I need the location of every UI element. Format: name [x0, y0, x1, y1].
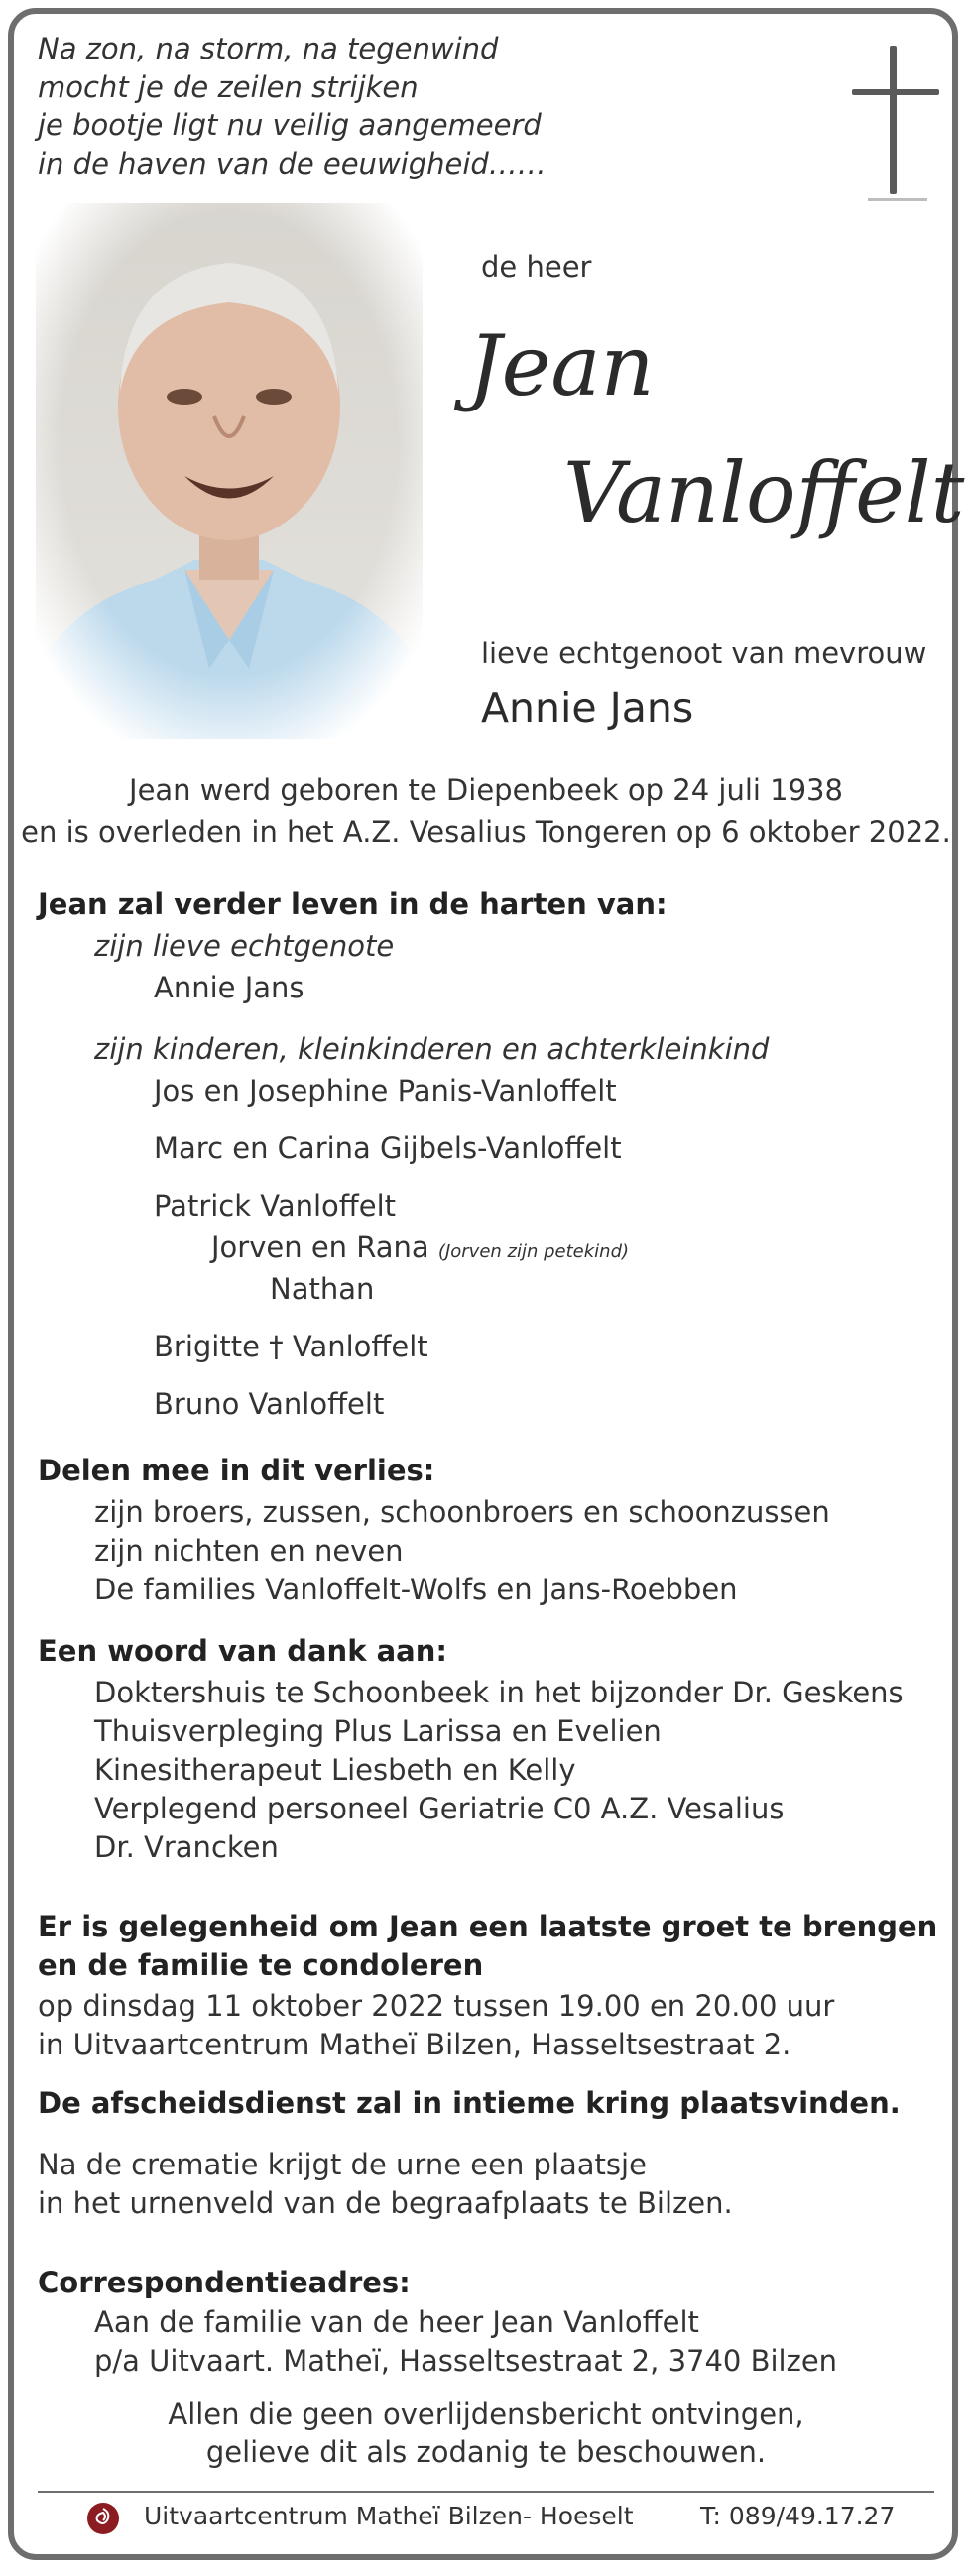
thanks-line: Doktershuis te Schoonbeek in het bijzonder Dr. Geskens	[94, 1676, 904, 1709]
footer-divider	[38, 2491, 934, 2493]
loss-heading: Delen mee in dit verlies:	[38, 1454, 435, 1487]
footer-phone: T: 089/49.17.27	[700, 2502, 896, 2530]
poem	[38, 30, 547, 182]
thanks-line: Dr. Vrancken	[94, 1830, 279, 1864]
family-heading: Jean zal verder leven in de harten van:	[38, 887, 668, 921]
rose-logo-icon	[85, 2501, 121, 2536]
thanks-heading: Een woord van dank aan:	[38, 1634, 447, 1668]
wife-label: zijn lieve echtgenote	[94, 929, 395, 963]
poem-line: Na zon, na storm, na tegenwind	[38, 32, 499, 65]
death-line: en is overleden in het A.Z. Vesalius Tongeren op 6 oktober 2022.	[21, 815, 951, 849]
correspondence-line: Aan de familie van de heer Jean Vanloffelt	[94, 2305, 699, 2339]
grandchildren-names: Jorven en Rana	[211, 1230, 429, 1264]
deceased-first-name: Jean	[468, 317, 655, 414]
godchild-note: (Jorven zijn petekind)	[437, 1241, 630, 1262]
spouse-label: lieve echtgenoot van mevrouw	[481, 637, 927, 670]
visit-heading: Er is gelegenheid om Jean een laatste groet te brengen	[38, 1910, 938, 1943]
cross-icon	[848, 40, 943, 210]
birth-line: Jean werd geboren te Diepenbeek op 24 juli 1938	[129, 773, 843, 807]
service-note: De afscheidsdienst zal in intieme kring plaatsvinden.	[38, 2086, 901, 2120]
great-grandchild-entry: Nathan	[270, 1272, 375, 1306]
thanks-line: Kinesitherapeut Liesbeth en Kelly	[94, 1753, 576, 1787]
spouse-name: Annie Jans	[481, 684, 694, 732]
poem-line: mocht je de zeilen strijken	[38, 69, 419, 104]
urn-line: in het urnenveld van de begraafplaats te Bilzen.	[38, 2186, 733, 2220]
visit-heading: en de familie te condoleren	[38, 1948, 484, 1982]
closing-line: gelieve dit als zodanig te beschouwen.	[205, 2435, 767, 2469]
child-entry: Bruno Vanloffelt	[154, 1387, 385, 1421]
poem-line: in de haven van de eeuwigheid……	[38, 146, 547, 180]
thanks-line: Verplegend personeel Geriatrie C0 A.Z. Vesalius	[94, 1792, 785, 1825]
child-entry: Marc en Carina Gijbels-Vanloffelt	[154, 1131, 622, 1165]
loss-line: De families Vanloffelt-Wolfs en Jans-Roebben	[94, 1573, 738, 1606]
poem-line: je bootje ligt nu veilig aangemeerd	[38, 108, 542, 142]
child-entry: Patrick Vanloffelt	[154, 1189, 397, 1223]
footer-company: Uitvaartcentrum Matheï Bilzen- Hoeselt	[144, 2502, 634, 2530]
loss-line: zijn nichten en neven	[94, 1534, 404, 1568]
visit-line: op dinsdag 11 oktober 2022 tussen 19.00 en 20.00 uur	[38, 1989, 835, 2023]
closing-line: Allen die geen overlijdensbericht ontvingen,	[168, 2398, 804, 2431]
thanks-line: Thuisverpleging Plus Larissa en Evelien	[94, 1714, 662, 1748]
loss-line: zijn broers, zussen, schoonbroers en schoonzussen	[94, 1495, 830, 1529]
visit-line: in Uitvaartcentrum Matheï Bilzen, Hasseltsestraat 2.	[38, 2028, 791, 2061]
title-prefix: de heer	[481, 250, 592, 284]
grandchildren-entry	[211, 1230, 629, 1264]
urn-line: Na de crematie krijgt de urne een plaatsje	[38, 2148, 647, 2181]
correspondence-line: p/a Uitvaart. Matheï, Hasseltsestraat 2, 3740 Bilzen	[94, 2344, 838, 2378]
deceased-last-name: Vanloffelt	[563, 444, 965, 541]
child-entry: Brigitte † Vanloffelt	[154, 1330, 428, 1363]
child-entry: Jos en Josephine Panis-Vanloffelt	[154, 1074, 617, 1108]
children-label: zijn kinderen, kleinkinderen en achterkleinkind	[94, 1032, 770, 1066]
portrait-photo	[36, 203, 423, 739]
correspondence-heading: Correspondentieadres:	[38, 2266, 411, 2299]
wife-name: Annie Jans	[154, 971, 304, 1004]
